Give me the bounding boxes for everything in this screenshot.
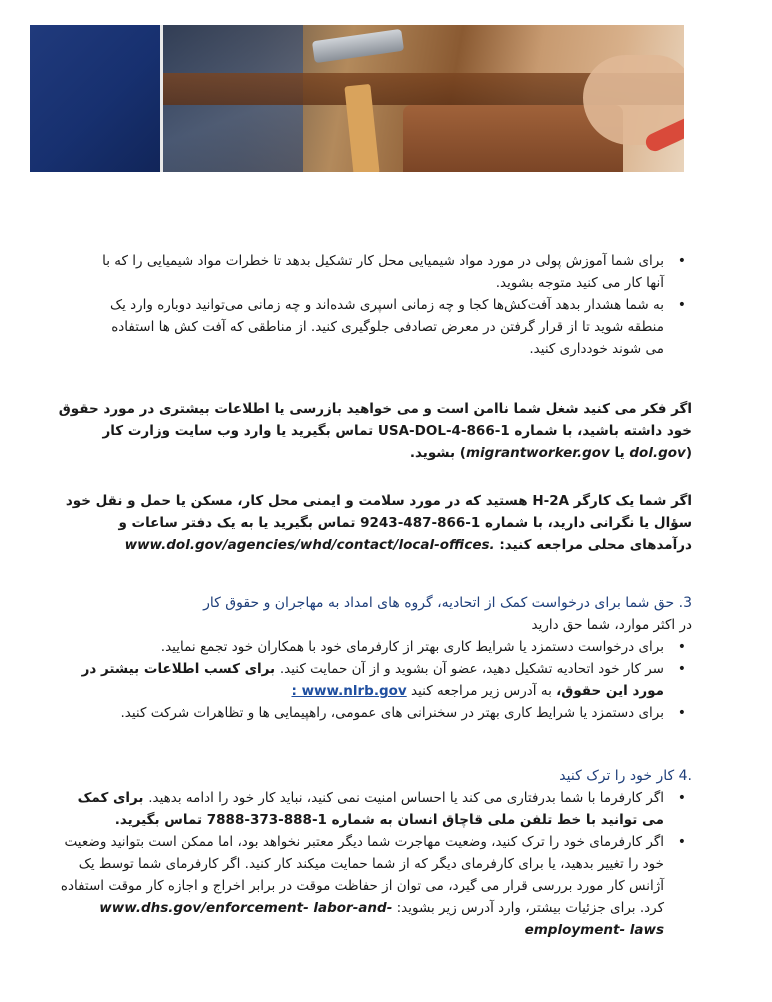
section-4 [52, 765, 692, 941]
hammer-icon [312, 29, 404, 63]
worker-tool-belt-photo [163, 25, 684, 172]
h2a-paragraph: اگر شما یک کارگر H-2A هستید که در مورد سلامت و ایمنی محل کار، مسکن یا حمل و نقل خود سؤال یا نگرانی دارید، با شماره 1-866-487-9243 تماس بگیرید یا به یک دفتر ساعات و درآمدهای محلی مراجعه کنید: www.dol.gov/agencies/whd/contact/local-offices. [65, 493, 692, 553]
intro-bullets [92, 250, 692, 360]
nlrb-link[interactable]: : www.nlrb.gov [291, 683, 407, 699]
section-3 [52, 592, 692, 724]
section-3-intro: در اکثر موارد، شما حق دارید [531, 617, 692, 633]
migrantworker-link[interactable]: migrantworker.gov [465, 445, 610, 461]
list-item: • اگر کارفرمای خود را ترک کنید، وضعیت مهاجرت شما دیگر معتبر نخواهد بود، اما ممکن است بتوانید وضعیت خود را تغییر بدهید، یا برای کارفرمای دیگر که از شما حمایت میکند کار کنید. اگر کارفرمای شما توسط یک آژانس کار مورد بررسی قرار می گیرد، می توان از حفاظت موقت در برابر اخراج و اجازه کار موقت استفاده کرد. برای جزئیات بیشتر، وارد آدرس زیر بشوید: www.dhs.gov/enforcement- labor-and-employment- laws [52, 831, 692, 941]
list-item: • سر کار خود اتحادیه تشکیل دهید، عضو آن بشوید و از آن حمایت کنید. برای کسب اطلاعات بیشتر در مورد این حقوق، به آدرس زیر مراجعه کنید : www.nlrb.gov [52, 658, 692, 702]
section-3-heading: 3. حق شما برای درخواست کمک از اتحادیه، گروه های امداد به مهاجران و حقوق کار [203, 595, 692, 611]
dol-local-offices-link[interactable]: www.dol.gov/agencies/whd/contact/local-offices. [124, 537, 495, 553]
list-item: • به شما هشدار بدهد آفت‌کش‌ها کجا و چه زمانی اسپری شده‌اند و چه زمانی می‌توانید دوباره وارد یک منطقه شوید تا از قرار گرفتن در معرض تصادفی جلوگیری کنید. از مناطقی که آفت کش ها استفاده می شوند خودداری کنید. [92, 294, 692, 360]
dhs-link[interactable]: www.dhs.gov/enforcement- labor-and-employment- laws [99, 900, 664, 938]
list-item: • برای درخواست دستمزد یا شرایط کاری بهتر از کارفرمای خود با همکاران خود تجمع نمایید. [52, 636, 692, 658]
list-item: • برای دستمزد یا شرایط کاری بهتر در سخنرانی های عمومی، راهپیمایی ها و تظاهرات شرکت کنید. [52, 702, 692, 724]
banner-blue-panel [30, 25, 160, 172]
list-item: • اگر کارفرما با شما بدرفتاری می کند یا احساس امنیت نمی کنید، نباید کار خود را ادامه بدهید. برای کمک می توانید با خط تلفن ملی قاچاق انسان به شماره 1-888-373-7888 تماس بگیرید. [52, 787, 692, 831]
unsafe-job-paragraph: اگر فکر می کنید شغل شما ناامن است و می خواهید بازرسی یا اطلاعات بیشتری در مورد حقوق خود داشته باشید، با شماره USA-DOL-4-866-1 تماس بگیرید یا وارد وب سایت وزارت کار (dol.gov یا migrantworker.gov) بشوید. [58, 401, 692, 461]
list-item: • برای شما آموزش پولی در مورد مواد شیمیایی محل کار تشکیل بدهد تا خطرات مواد شیمیایی را که با آنها کار می کنید متوجه بشوید. [92, 250, 692, 294]
dol-link[interactable]: dol.gov [629, 445, 686, 461]
header-banner [30, 25, 684, 172]
section-4-heading: .4 کار خود را ترک کنید [559, 768, 692, 784]
